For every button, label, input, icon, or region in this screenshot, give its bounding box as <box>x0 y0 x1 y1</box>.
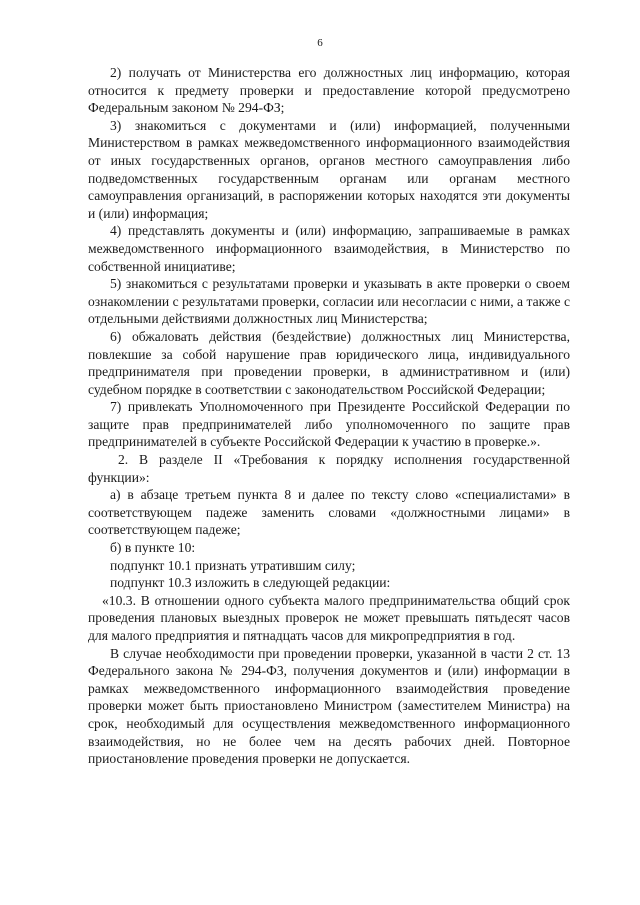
paragraph-right-2: 2) получать от Министерства его должностных лиц информацию, которая относится к предмету проверки и предоставление которой предусмотрено Федеральным законом № 294-ФЗ; <box>88 65 570 116</box>
paragraph-right-5: 5) знакомиться с результатами проверки и указывать в акте проверки о своем ознакомлении с результатами проверки, согласии или несогласии с ними, а также с отдельными действиями должностных лиц Министерства; <box>88 276 570 327</box>
page-number: 6 <box>317 37 323 49</box>
paragraph-item-b: б) в пункте 10: <box>110 540 196 556</box>
paragraph-right-3: 3) знакомиться с документами и (или) информацией, полученными Министерством в рамках межведомственного информационного взаимодействия от иных государственных органов, органов местного самоуправления либо подведомственных государственным органам или органам местного самоуправления организаций, в распоряжении которых находятся эти документы и (или) информация; <box>88 117 570 221</box>
paragraph-suspension: В случае необходимости при проведении проверки, указанной в части 2 ст. 13 Федерального закона № 294-ФЗ, получения документов и (или) информации в рамках межведомственного информационного взаимодействия проведение проверки может быть приостановлено Министром (заместителем Министра) на срок, необходимый для осуществления межведомственного информационного взаимодействия, но не более чем на десять рабочих дней. Повторное приостановление проведения проверки не допускается. <box>88 645 570 767</box>
paragraph-right-6: 6) обжаловать действия (бездействие) должностных лиц Министерства, повлекшие за собой нарушение прав юридического лица, индивидуального предпринимателя при проведении проверки, в административном и (или) судебном порядке в соответствии с законодательством Российской Федерации; <box>88 328 570 397</box>
paragraph-right-4: 4) представлять документы и (или) информацию, запрашиваемые в рамках межведомственного информационного взаимодействия, в Министерство по собственной инициативе; <box>88 223 570 274</box>
paragraph-item-a: а) в абзаце третьем пункта 8 и далее по тексту слово «специалистами» в соответствующем падеже заменить словами «должностными лицами» в соответствующем падеже; <box>88 487 570 538</box>
paragraph-right-7: 7) привлекать Уполномоченного при Президенте Российской Федерации по защите прав предпринимателей либо уполномоченного по защите прав предпринимателей в субъекте Российской Федерации к участию в проверке.». <box>88 399 570 450</box>
document-body <box>88 64 570 768</box>
paragraph-subitem-10-3: подпункт 10.3 изложить в следующей редакции: <box>110 575 391 591</box>
paragraph-subitem-10-1: подпункт 10.1 признать утратившим силу; <box>110 557 356 573</box>
paragraph-clause-10-3: «10.3. В отношении одного субъекта малого предпринимательства общий срок проведения плановых выездных проверок не может превышать пятьдесят часов для малого предприятия и пятнадцать часов для микропредприятия в год. <box>88 592 570 643</box>
paragraph-section-2: 2. В разделе II «Требования к порядку исполнения государственной функции»: <box>88 452 570 485</box>
